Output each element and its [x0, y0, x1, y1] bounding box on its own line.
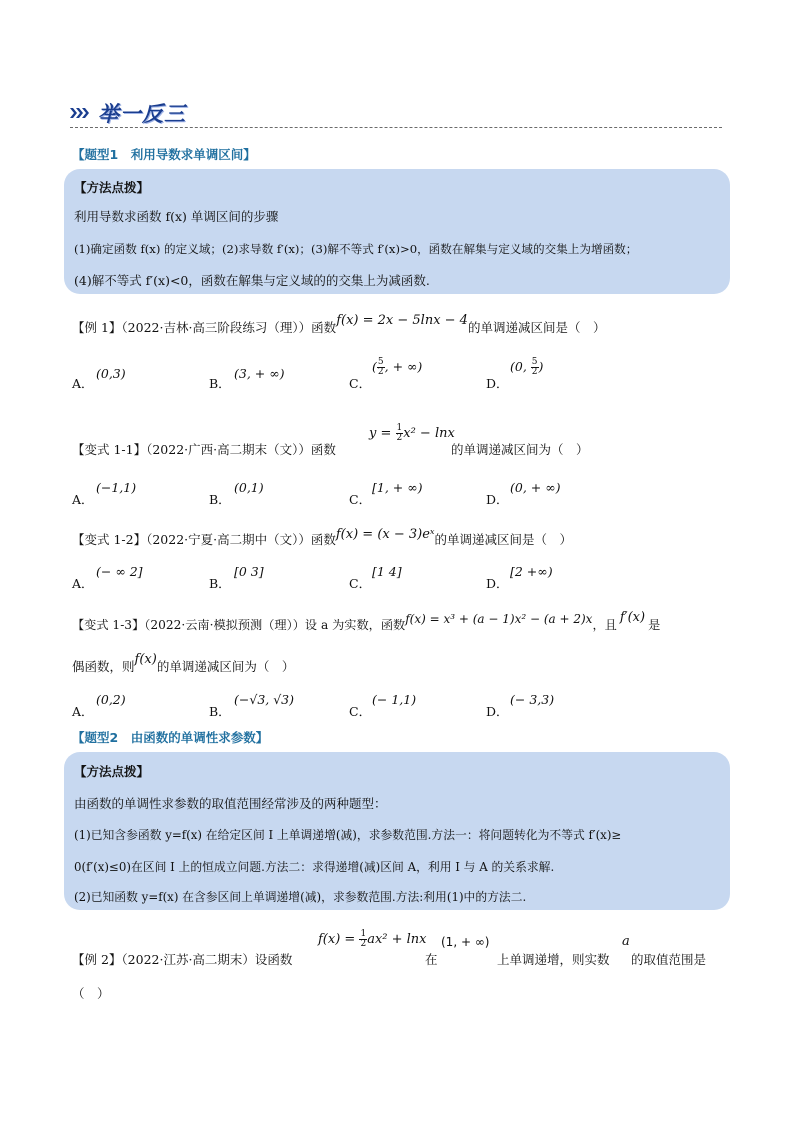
section-banner	[70, 98, 186, 128]
v13-stem-line1	[72, 610, 661, 633]
v12-option-c: C．	[349, 576, 372, 591]
header-divider	[70, 127, 722, 128]
banner-title: 举一反三	[98, 102, 186, 126]
type2-box-line4: (2)已知函数 y=f(x) 在含参区间上单调递增(减)，求参数范围.方法:利用(1)中的方法二.	[74, 890, 527, 904]
v11-option-c: C．	[349, 492, 372, 507]
ex1-formula: f(x) = 2x − 5lnx − 4	[336, 313, 468, 328]
v12-option-c-value: [1 4]	[372, 564, 402, 579]
ex1-option-d-value: (0, $\frac{5}{2}$ )	[510, 357, 544, 377]
v13-option-d: D．	[486, 704, 509, 719]
v12-formula: f(x) = (x − 3)eˣ	[335, 527, 435, 542]
ex1-option-a: A．	[72, 376, 94, 391]
v13-prefix: 【变式 1-3】（2022·云南·模拟预测（理））设 a 为实数，函数	[72, 618, 406, 632]
ex2-formula: f(x) = $\frac{1}{2}$ ax² + lnx	[318, 929, 427, 949]
type2-box-line2: (1)已知含参函数 y=f(x) 在给定区间 I 上单调递增(减)，求参数范围.方法一：将问题转化为不等式 f′(x)≥	[74, 828, 622, 842]
ex1-option-a-value: (0,3)	[96, 366, 126, 381]
v13-stem-line2	[72, 652, 295, 675]
v11-option-c-value: [1, + ∞)	[372, 480, 423, 495]
v12-suffix: 的单调递减区间是（ ）	[434, 532, 573, 547]
v12-option-b-value: [0 3]	[234, 564, 264, 579]
ex2-mid: 在	[425, 952, 438, 967]
v11-option-b-value: (0,1)	[234, 480, 264, 495]
v12-option-a-value: (− ∞ 2]	[96, 564, 143, 579]
type2-box-line3: 0(f′(x)≤0)在区间 I 上的恒成立问题.方法二：求得递增(减)区间 A，利用 I 与 A 的关系求解.	[74, 860, 555, 874]
ex1-stem	[72, 313, 606, 336]
v13-option-a-value: (0,2)	[96, 692, 126, 707]
ex2-prefix: 【例 2】（2022·江苏·高二期末）设函数	[72, 952, 293, 967]
ex1-option-c-value: ( $\frac{5}{2}$ , + ∞)	[372, 357, 423, 377]
v11-option-a-value: (−1,1)	[96, 480, 137, 495]
type2-box-line1: 由函数的单调性求参数的取值范围经常涉及的两种题型：	[74, 796, 387, 811]
v11-option-a: A．	[72, 492, 94, 507]
v13-option-c-value: (− 1,1)	[372, 692, 417, 707]
ex2-interval: (1, + ∞)	[441, 935, 490, 949]
v13-formula: f(x) = x³ + (a − 1)x² − (a + 2)x	[405, 612, 593, 626]
v12-option-d-value: [2 +∞)	[510, 564, 553, 579]
ex1-suffix: 的单调递减区间是（ ）	[467, 320, 606, 335]
type1-title: 【题型1 利用导数求单调区间】	[72, 147, 256, 162]
v13-line2a: 偶函数，则	[72, 659, 135, 674]
type1-box-line3: (4)解不等式 f′(x)<0，函数在解集与定义域的的交集上为减函数.	[74, 273, 430, 288]
type1-method-box	[64, 169, 730, 294]
type2-title: 【题型2 由函数的单调性求参数】	[72, 730, 269, 745]
v11-prefix: 【变式 1-1】（2022·广西·高二期末（文））函数	[72, 442, 336, 457]
ex1-option-b-value: (3, + ∞)	[234, 366, 285, 381]
v11-option-b: B．	[209, 492, 231, 507]
v13-suffix: 是	[648, 618, 661, 632]
type2-method-box	[64, 752, 730, 910]
ex2-line2: （ ）	[72, 986, 110, 1001]
v11-suffix: 的单调递减区间为（ ）	[451, 442, 589, 457]
v13-formula3: f(x)	[134, 652, 157, 667]
v13-option-c: C．	[349, 704, 372, 719]
chevrons-icon	[70, 106, 96, 120]
v12-option-a: A．	[72, 576, 94, 591]
v11-option-d: D．	[486, 492, 509, 507]
v11-option-d-value: (0, + ∞)	[510, 480, 561, 495]
v12-option-b: B．	[209, 576, 231, 591]
v13-option-b: B．	[209, 704, 231, 719]
v13-formula2: f′(x)	[619, 610, 646, 625]
type1-box-line1: 利用导数求函数 f(x) 单调区间的步骤	[74, 209, 279, 224]
ex2-suffix: 的取值范围是	[631, 952, 707, 967]
v12-stem	[72, 527, 573, 548]
v13-option-a: A．	[72, 704, 94, 719]
v12-option-d: D．	[486, 576, 509, 591]
ex2-var: a	[622, 934, 630, 949]
v13-mid: ，且	[592, 618, 617, 632]
type1-box-head: 【方法点拨】	[74, 180, 150, 195]
ex1-prefix: 【例 1】（2022·吉林·高三阶段练习（理））函数	[72, 320, 337, 335]
v11-formula: y = $\frac{1}{2}$ x² − lnx	[369, 423, 455, 443]
ex1-option-b: B．	[209, 376, 231, 391]
ex1-option-d: D．	[486, 376, 509, 391]
v12-prefix: 【变式 1-2】（2022·宁夏·高二期中（文））函数	[72, 532, 336, 547]
v13-line2b: 的单调递减区间为（ ）	[156, 659, 295, 674]
ex1-option-c: C．	[349, 376, 372, 391]
ex2-mid2: 上单调递增，则实数	[497, 952, 610, 967]
type1-box-line2: (1)确定函数 f(x) 的定义域；(2)求导数 f′(x)；(3)解不等式 f′(x)>0，函数在解集与定义域的交集上为增函数；	[74, 242, 638, 256]
type2-box-head: 【方法点拨】	[74, 764, 150, 779]
v13-option-b-value: (−√3, √3)	[234, 692, 295, 707]
v13-option-d-value: (− 3,3)	[510, 692, 555, 707]
